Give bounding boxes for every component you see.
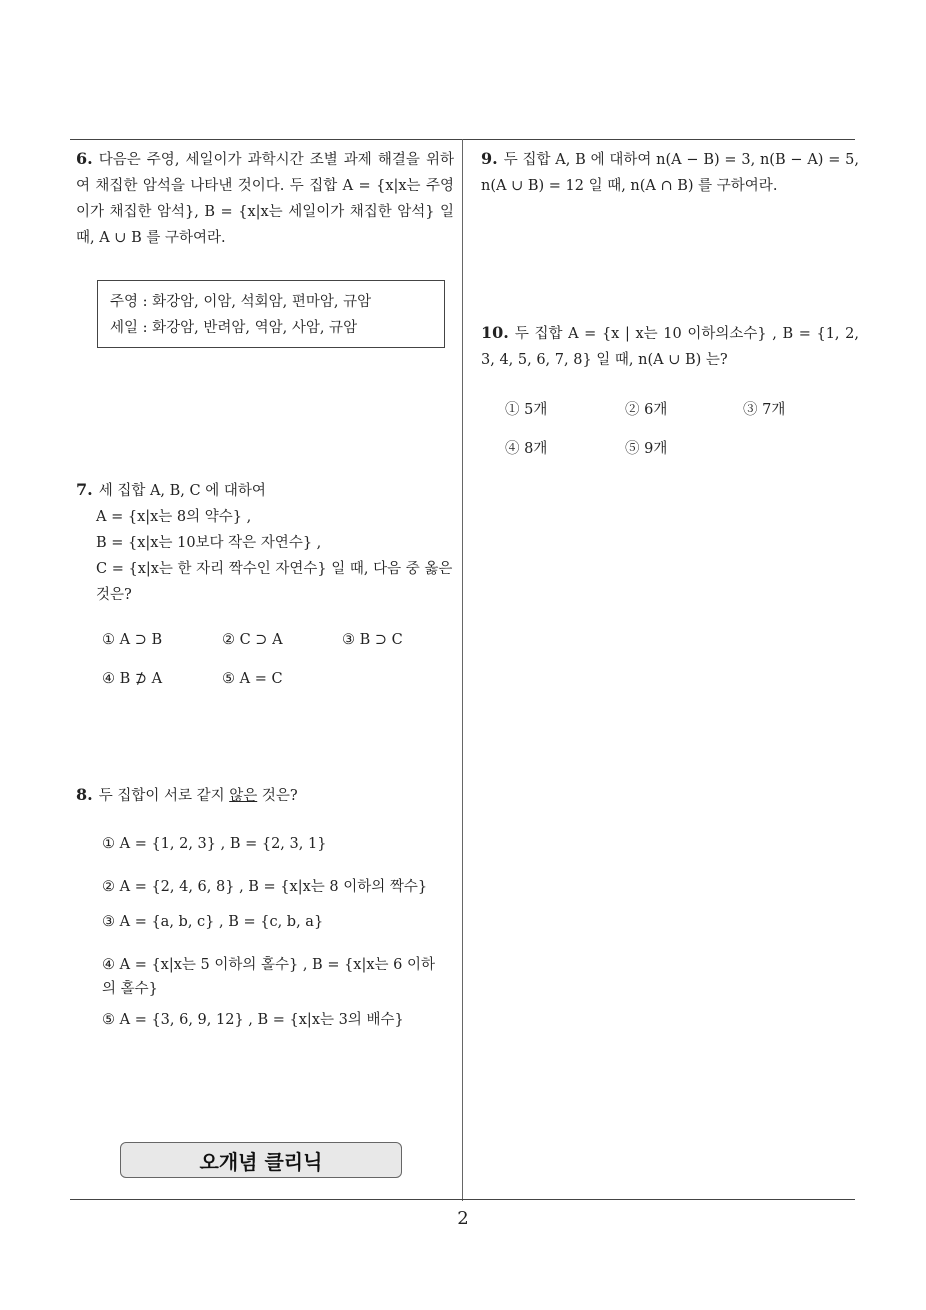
question-text: 다음은 주영, 세일이가 과학시간 조별 과제 해결을 위하여 채집한 암석을 나타낸 것이다. 두 집합 A = {x|x는 주영이가 채집한 암석}, B = {x|x는 세일이가 채집한 암석} 일 때, A ∪ B 를 구하여라. <box>76 152 454 246</box>
option-2[interactable]: ② A = {2, 4, 6, 8} , B = {x|x는 8 이하의 짝수} <box>102 879 428 895</box>
set-b-definition: B = {x|x는 10보다 작은 자연수} , <box>96 535 322 551</box>
option-3[interactable]: ③ 7개 <box>743 402 786 418</box>
question-number: 10. <box>481 323 509 342</box>
question-9 <box>481 146 859 199</box>
question-number: 7. <box>76 480 93 499</box>
option-3[interactable]: ③ B ⊃ C <box>342 632 403 648</box>
column-divider <box>462 139 463 1201</box>
question-10-options <box>505 398 855 458</box>
option-4[interactable]: ④ B ⊅ A <box>102 671 163 687</box>
question-8 <box>76 782 456 809</box>
set-a-definition: A = {x|x는 8의 약수} , <box>96 509 252 525</box>
option-4[interactable]: ④ A = {x|x는 5 이하의 홀수} , B = {x|x는 6 이하의 홀수} <box>102 957 436 997</box>
underlined-word: 않은 <box>229 788 258 804</box>
misconception-clinic-button[interactable]: 오개념 클리닉 <box>120 1142 402 1178</box>
option-2[interactable]: ② 6개 <box>625 402 668 418</box>
set-c-definition: C = {x|x는 한 자리 짝수인 자연수} 일 때, 다음 중 옳은 것은? <box>96 561 453 603</box>
option-5[interactable]: ⑤ 9개 <box>625 441 668 457</box>
rock-list-box <box>97 280 445 348</box>
option-1[interactable]: ① 5개 <box>505 402 548 418</box>
question-8-options <box>102 836 447 1036</box>
bottom-rule <box>70 1199 855 1200</box>
question-text: 두 집합 A, B 에 대하여 n(A − B) = 3, n(B − A) = 5, n(A ∪ B) = 12 일 때, n(A ∩ B) 를 구하여라. <box>481 152 859 194</box>
box-line-seil: 세일 : 화강암, 반려암, 역암, 사암, 규암 <box>110 320 358 336</box>
option-5[interactable]: ⑤ A = C <box>222 671 283 687</box>
question-text: 세 집합 A, B, C 에 대하여 <box>98 483 266 499</box>
page-number: 2 <box>457 1208 469 1229</box>
question-10 <box>481 320 859 373</box>
option-4[interactable]: ④ 8개 <box>505 441 548 457</box>
option-1[interactable]: ① A = {1, 2, 3} , B = {2, 3, 1} <box>102 836 327 852</box>
question-number: 6. <box>76 149 93 168</box>
question-6 <box>76 146 454 251</box>
question-text: 두 집합이 서로 같지 <box>98 788 230 804</box>
box-line-juyoung: 주영 : 화강암, 이암, 석회암, 편마암, 규암 <box>110 294 372 310</box>
question-text: 두 집합 A = {x | x는 10 이하의소수} , B = {1, 2, 3, 4, 5, 6, 7, 8} 일 때, n(A ∪ B) 는? <box>481 326 859 368</box>
option-1[interactable]: ① A ⊃ B <box>102 632 163 648</box>
question-number: 8. <box>76 785 93 804</box>
option-5[interactable]: ⑤ A = {3, 6, 9, 12} , B = {x|x는 3의 배수} <box>102 1012 404 1028</box>
question-7 <box>76 477 456 608</box>
question-7-options <box>102 632 452 692</box>
question-number: 9. <box>481 149 498 168</box>
question-text-end: 것은? <box>257 788 298 804</box>
option-3[interactable]: ③ A = {a, b, c} , B = {c, b, a} <box>102 914 324 930</box>
option-2[interactable]: ② C ⊃ A <box>222 632 283 648</box>
